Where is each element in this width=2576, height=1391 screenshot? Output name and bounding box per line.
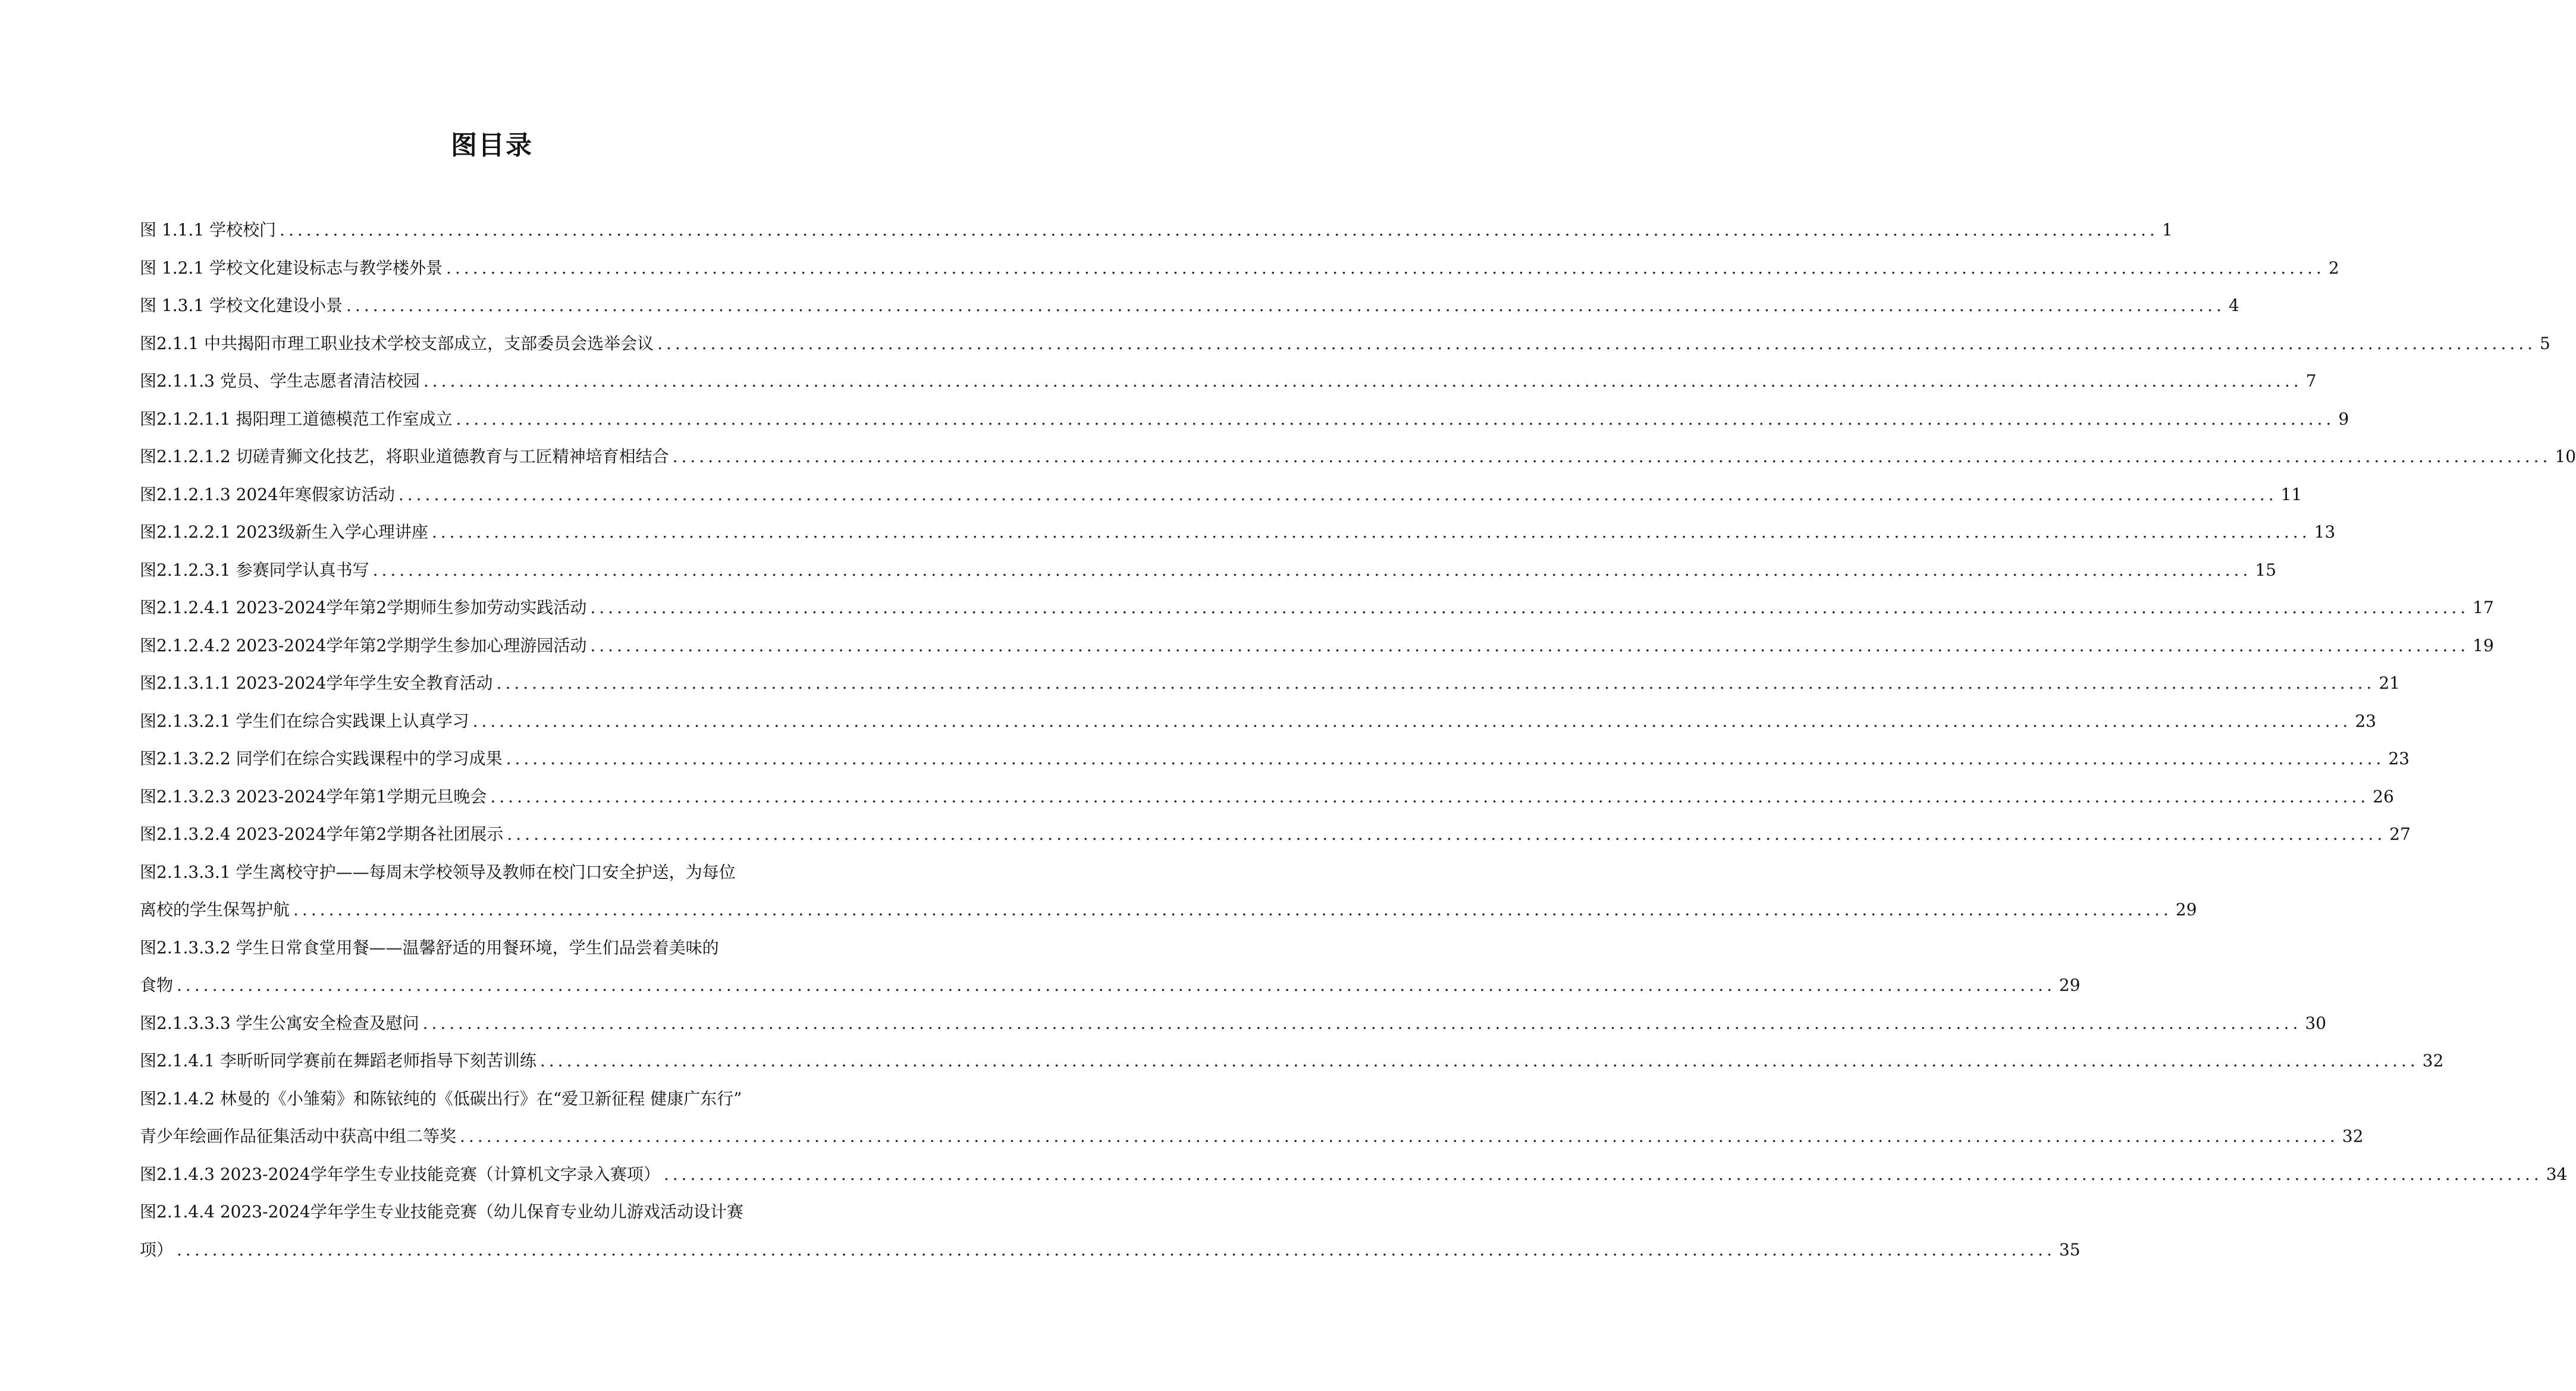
- toc-entry-line1[interactable]: [140, 929, 854, 967]
- toc-entry-page: 17: [2473, 598, 2494, 617]
- toc-leader-dots: [586, 627, 2473, 665]
- toc-entry-page: 30: [2305, 1013, 2327, 1033]
- toc-leader-dots: [343, 287, 2229, 325]
- toc-entry-label: 图2.1.2.2.1 2023级新生入学心理讲座: [140, 522, 428, 542]
- toc-entry[interactable]: [140, 627, 2494, 665]
- toc-entry-page: 23: [2388, 749, 2410, 768]
- toc-entry-page: 4: [2228, 296, 2239, 315]
- toc-entry[interactable]: [140, 1155, 2568, 1194]
- toc-entry-page: 11: [2280, 484, 2302, 504]
- toc-entry[interactable]: [140, 325, 2550, 363]
- toc-leader-dots: [395, 476, 2281, 514]
- toc-entry-line2[interactable]: [140, 1231, 2081, 1269]
- toc-entry-label: 图2.1.2.4.2 2023-2024学年第2学期学生参加心理游园活动: [140, 635, 587, 655]
- toc-entry[interactable]: [140, 1042, 2444, 1080]
- toc-leader-dots: [173, 1231, 2059, 1269]
- toc-entry-line1[interactable]: [140, 1080, 854, 1118]
- toc-entry-label: 图 1.2.1 学校文化建设标志与教学楼外景: [140, 258, 443, 278]
- toc-leader-dots: [503, 740, 2389, 778]
- toc-entry-label: 图2.1.2.3.1 参赛同学认真书写: [140, 560, 369, 580]
- toc-entry[interactable]: [140, 211, 2173, 249]
- toc-leader-dots: [443, 249, 2329, 287]
- toc-entry-label: 图2.1.4.1 李昕昕同学赛前在舞蹈老师指导下刻苦训练: [140, 1051, 536, 1070]
- toc-leader-dots: [586, 589, 2473, 627]
- toc-leader-dots: [654, 325, 2540, 363]
- toc-entry-label: 图2.1.4.4 2023-2024学年学生专业技能竞赛（幼儿保育专业幼儿游戏活动设计赛: [140, 1202, 743, 1222]
- toc-entry-label-cont: 项）: [140, 1239, 174, 1260]
- figure-toc-list: [140, 211, 2576, 1268]
- toc-entry-label: 图 1.1.1 学校校门: [140, 220, 277, 240]
- toc-entry-label: 图2.1.2.4.1 2023-2024学年第2学期师生参加劳动实践活动: [140, 598, 587, 617]
- toc-entry-page: 26: [2373, 786, 2394, 806]
- toc-entry-label: 图2.1.1 中共揭阳市理工职业技术学校支部成立，支部委员会选举会议: [140, 333, 654, 353]
- toc-entry[interactable]: [140, 400, 2349, 438]
- toc-entry[interactable]: [140, 1004, 2327, 1043]
- toc-entry[interactable]: [140, 551, 2277, 589]
- toc-leader-dots: [456, 1117, 2342, 1155]
- toc-entry-line1[interactable]: [140, 1193, 854, 1231]
- toc-entry[interactable]: [140, 362, 2317, 400]
- toc-entry-page: 13: [2314, 522, 2336, 542]
- toc-entry-label: 图2.1.1.3 党员、学生志愿者清洁校园: [140, 371, 420, 391]
- toc-entry-line2[interactable]: [140, 1117, 2364, 1155]
- toc-entry-page: 21: [2379, 673, 2401, 693]
- toc-entry-line1[interactable]: [140, 853, 854, 891]
- toc-leader-dots: [487, 778, 2373, 816]
- toc-entry-page: 35: [2059, 1239, 2081, 1260]
- toc-entry-label: 图2.1.3.1.1 2023-2024学年学生安全教育活动: [140, 673, 493, 693]
- toc-entry-label: 图2.1.3.2.4 2023-2024学年第2学期各社团展示: [140, 824, 504, 844]
- toc-entry-page: 10: [2555, 447, 2576, 466]
- toc-entry[interactable]: [140, 287, 2239, 325]
- page-title: 图目录: [451, 130, 533, 161]
- toc-entry-label: 图 1.3.1 学校文化建设小景: [140, 296, 343, 315]
- toc-entry-page: 32: [2422, 1051, 2444, 1070]
- toc-leader-dots: [660, 1155, 2546, 1194]
- toc-entry-label: 图2.1.3.3.2 学生日常食堂用餐——温馨舒适的用餐环境，学生们品尝着美味的: [140, 937, 719, 957]
- toc-entry-label: 图2.1.2.1.3 2024年寒假家访活动: [140, 484, 395, 504]
- toc-entry[interactable]: [140, 476, 2302, 514]
- toc-entry-line2[interactable]: [140, 891, 2197, 929]
- toc-entry-label: 图2.1.3.2.2 同学们在综合实践课程中的学习成果: [140, 749, 503, 768]
- toc-entry-page: 7: [2305, 371, 2317, 391]
- toc-entry-line2[interactable]: [140, 966, 2081, 1004]
- toc-entry-page: 2: [2328, 258, 2339, 278]
- toc-entry-label: 图2.1.2.1.2 切磋青狮文化技艺，将职业道德教育与工匠精神培育相结合: [140, 447, 669, 466]
- toc-entry[interactable]: [140, 740, 2410, 778]
- toc-entry-page: 34: [2546, 1164, 2568, 1184]
- toc-entry[interactable]: [140, 702, 2377, 740]
- toc-leader-dots: [453, 400, 2339, 438]
- toc-entry-label: 图2.1.3.3.1 学生离校守护——每周末学校领导及教师在校门口安全护送，为每位: [140, 862, 736, 882]
- toc-entry-label-cont: 离校的学生保驾护航: [140, 900, 290, 919]
- toc-leader-dots: [290, 891, 2176, 929]
- toc-entry[interactable]: [140, 438, 2576, 476]
- toc-entry-page: 19: [2473, 635, 2494, 655]
- toc-entry[interactable]: [140, 249, 2339, 287]
- toc-leader-dots: [420, 362, 2306, 400]
- toc-entry-label: 图2.1.3.3.3 学生公寓安全检查及慰问: [140, 1013, 419, 1033]
- toc-entry[interactable]: [140, 664, 2401, 702]
- toc-entry-page: 5: [2540, 333, 2550, 353]
- toc-entry-page: 1: [2161, 220, 2173, 240]
- toc-entry-page: 32: [2342, 1126, 2364, 1146]
- toc-leader-dots: [428, 513, 2314, 551]
- toc-entry-page: 15: [2255, 560, 2277, 580]
- toc-entry[interactable]: [140, 589, 2494, 627]
- toc-leader-dots: [493, 664, 2379, 702]
- toc-entry-label: 图2.1.4.3 2023-2024学年学生专业技能竞赛（计算机文字录入赛项）: [140, 1164, 660, 1184]
- toc-leader-dots: [276, 211, 2162, 249]
- toc-entry-label: 图2.1.3.2.1 学生们在综合实践课上认真学习: [140, 711, 469, 731]
- toc-entry-page: 29: [2059, 975, 2081, 995]
- toc-entry[interactable]: [140, 513, 2336, 551]
- toc-entry-page: 29: [2175, 900, 2197, 919]
- toc-leader-dots: [369, 551, 2255, 589]
- toc-entry-label: 图2.1.2.1.1 揭阳理工道德模范工作室成立: [140, 409, 453, 429]
- toc-entry-page: 23: [2355, 711, 2377, 731]
- toc-leader-dots: [419, 1004, 2305, 1043]
- toc-leader-dots: [669, 438, 2555, 476]
- toc-leader-dots: [469, 702, 2355, 740]
- toc-entry[interactable]: [140, 815, 2411, 853]
- toc-entry-page: 27: [2389, 824, 2411, 844]
- toc-leader-dots: [503, 815, 2389, 853]
- toc-entry-label: 图2.1.3.2.3 2023-2024学年第1学期元旦晚会: [140, 786, 487, 806]
- toc-entry[interactable]: [140, 778, 2394, 816]
- toc-leader-dots: [536, 1042, 2423, 1080]
- toc-entry-label: 图2.1.4.2 林曼的《小雏菊》和陈铱纯的《低碳出行》在“爱卫新征程 健康广东行”: [140, 1088, 742, 1109]
- toc-entry-page: 9: [2338, 409, 2349, 429]
- toc-entry-label-cont: 青少年绘画作品征集活动中获高中组二等奖: [140, 1126, 457, 1146]
- toc-entry-label-cont: 食物: [140, 975, 174, 995]
- toc-leader-dots: [173, 966, 2059, 1004]
